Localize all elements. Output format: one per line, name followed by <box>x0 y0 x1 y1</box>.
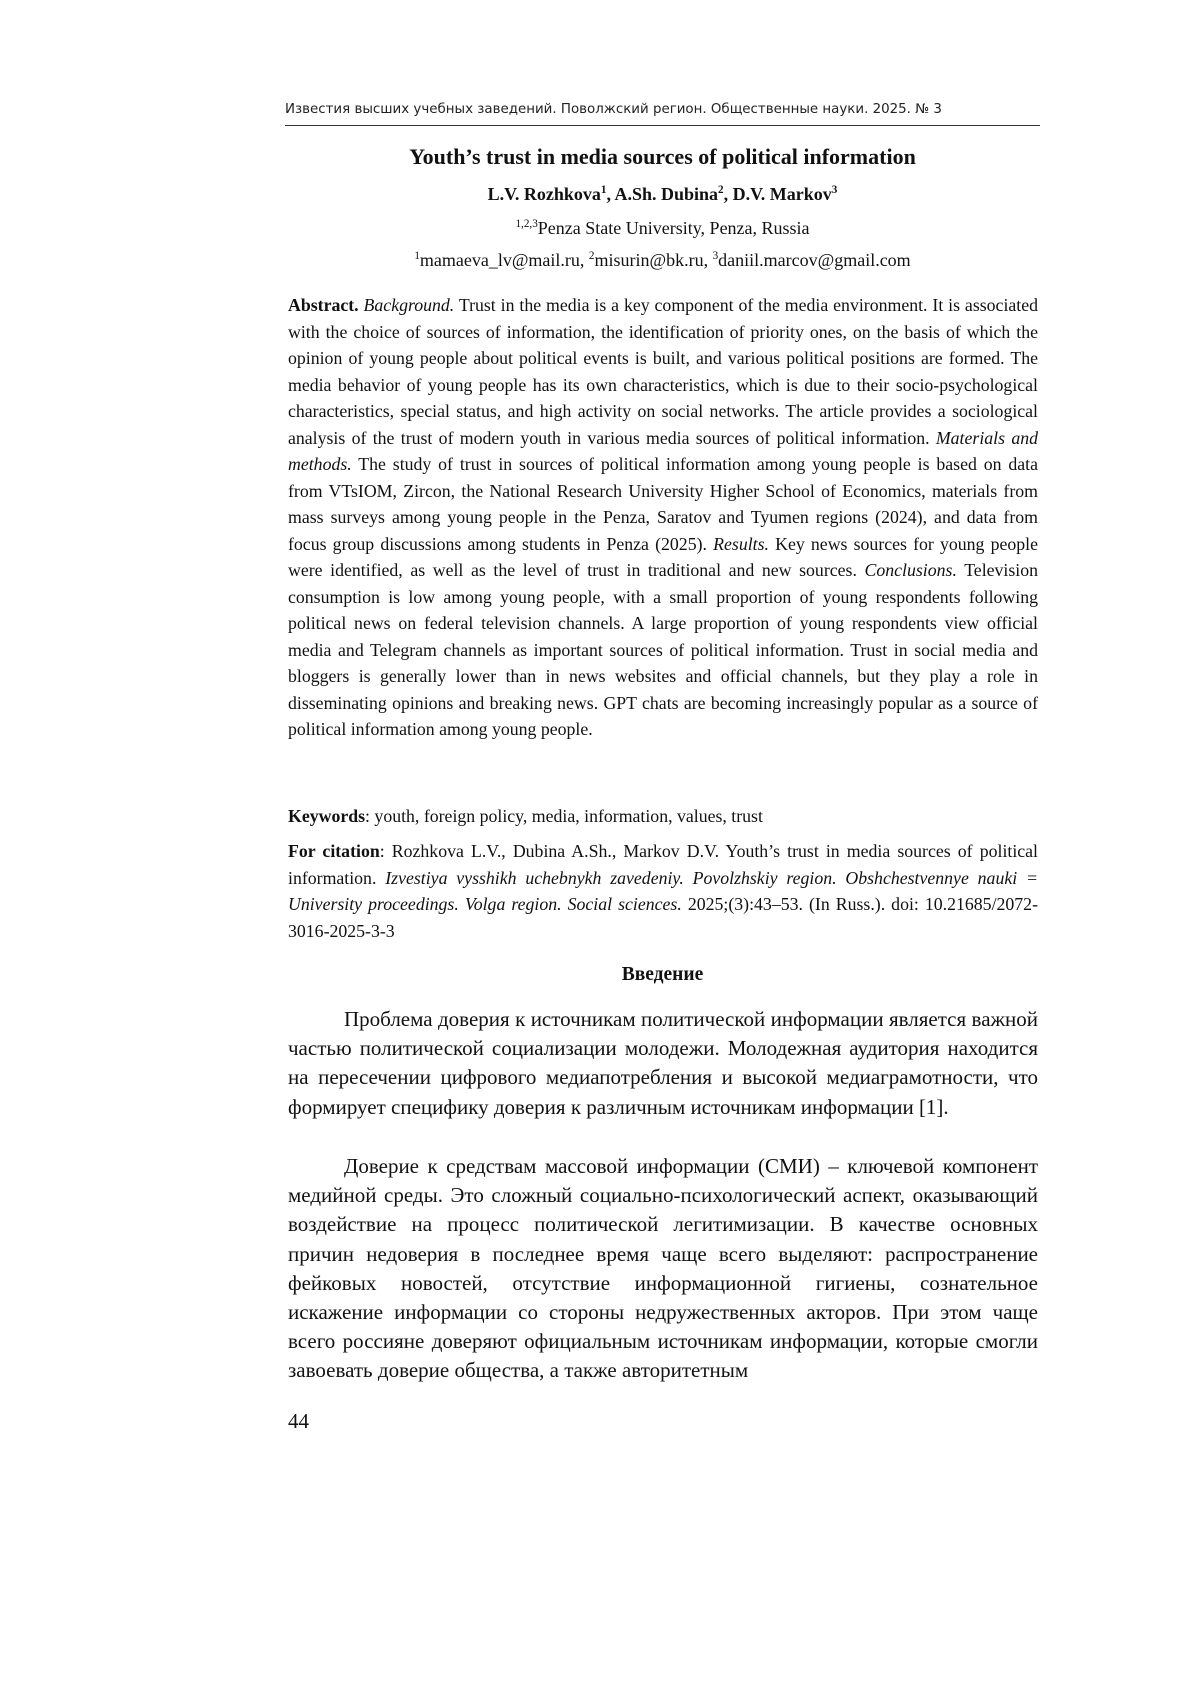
article-title: Youth’s trust in media sources of political information <box>409 144 916 169</box>
background-text: Trust in the media is a key component of the media environment. It is associated with the choice of sources of information, the identification of priority ones, on the basis of which the opinion of young people about political events is built, and various political positions are formed. The media behavior of young people has its own characteristics, which is due to their socio-psychological characteristics, special status, and high activity on social networks. The article provides a sociological analysis of the trust of modern youth in various media sources of political information. <box>288 295 1039 448</box>
email-link[interactable]: mamaeva_lv@mail.ru <box>419 250 580 270</box>
citation-text-after: 2025;(3):43–53. (In Russ.). doi: 10.21685/2072-3016-2025-3-3 <box>288 894 1038 941</box>
author-name: D.V. Markov <box>732 184 832 204</box>
email-link[interactable]: misurin@bk.ru <box>594 250 704 270</box>
conclusions-text: Television consumption is low among young people, with a small proportion of young respondents following political news on federal television channels. A large proportion of young respondents view official media and Telegram channels as important sources of political information. Trust in social media and bloggers is generally lower than in news websites and official channels, but they play a role in disseminating opinions and breaking news. GPT chats are becoming increasingly popular as a source of political information among young people. <box>288 560 1039 739</box>
running-head: Известия высших учебных заведений. Поволжский регион. Общественные науки. 2025. № 3 <box>285 102 942 117</box>
citation-label: For citation <box>288 841 380 861</box>
author-separator: , <box>723 184 733 204</box>
methods-label: Materials and methods. <box>288 427 1038 474</box>
body-paragraph: Проблема доверия к источникам политической информации является важной частью политической социализации молодежи. Молодежная аудитория находится на пересечении цифрового медиапотребления и высокой медиаграмотности, что формирует специфику доверия к различным источникам информации [1]. <box>288 1007 1038 1119</box>
author-separator: , <box>606 184 615 204</box>
email-list <box>285 250 1040 271</box>
email-separator: , <box>703 250 713 270</box>
author-name: L.V. Rozhkova <box>487 184 601 204</box>
author-affiliation-mark: 3 <box>831 184 838 196</box>
keywords-label: Keywords <box>288 806 366 826</box>
section-heading: Введение <box>621 964 704 985</box>
background-label: Background. <box>363 295 455 315</box>
author-affiliation-mark: 1 <box>600 184 607 196</box>
affiliation-mark: 1,2,3 <box>515 218 538 230</box>
keywords-text: : youth, foreign policy, media, information, values, trust <box>365 806 763 826</box>
citation-journal: Izvestiya vysshikh uchebnykh zavedeniy. Povolzhskiy region. Obshchestvennye nauki = University proceedings. Volga region. Social sciences. <box>288 867 1038 914</box>
email-mark: 1 <box>414 250 420 262</box>
body-paragraph: Доверие к средствам массовой информации (СМИ) – ключевой компонент медийной среды. Это сложный социально-психологический аспект, оказывающий воздействие на процесс политической легитимизации. В качестве основных причин недоверия в последнее время чаще всего выделяют: распространение фейковых новостей, отсутствие информационной гигиены, сознательное искажение информации со стороны недружественных акторов. При этом чаще всего россияне доверяют официальным источникам информации, которые смогли завоевать доверие общества, а также авторитетным <box>288 1154 1038 1383</box>
methods-text: The study of trust in sources of political information among young people is based on data from VTsIOM, Zircon, the National Research University Higher School of Economics, materials from mass surveys among young people in the Penza, Saratov and Tyumen regions (2024), and data from focus group discussions among students in Penza (2025). <box>288 454 1039 554</box>
citation <box>288 838 1038 944</box>
author-list <box>285 184 1040 205</box>
email-link[interactable]: daniil.marcov@gmail.com <box>718 250 911 270</box>
email-separator: , <box>579 250 589 270</box>
results-label: Results. <box>713 533 769 554</box>
abstract-label: Abstract. <box>288 295 359 315</box>
page-number: 44 <box>288 1409 309 1433</box>
header-divider <box>285 125 1040 126</box>
keywords <box>288 803 1038 830</box>
abstract <box>288 292 1038 743</box>
author-affiliation-mark: 2 <box>718 184 724 196</box>
author-name: A.Sh. Dubina <box>614 184 719 204</box>
results-text: Key news sources for young people were identified, as well as the level of trust in traditional and new sources. <box>288 533 1039 580</box>
affiliation <box>285 218 1040 239</box>
conclusions-label: Conclusions. <box>864 560 957 580</box>
citation-text-before: : Rozhkova L.V., Dubina A.Sh., Markov D.V. Youth’s trust in media sources of political information. <box>288 841 1038 888</box>
email-mark: 2 <box>588 250 595 262</box>
email-mark: 3 <box>712 250 719 262</box>
affiliation-text: Penza State University, Penza, Russia <box>537 218 810 238</box>
